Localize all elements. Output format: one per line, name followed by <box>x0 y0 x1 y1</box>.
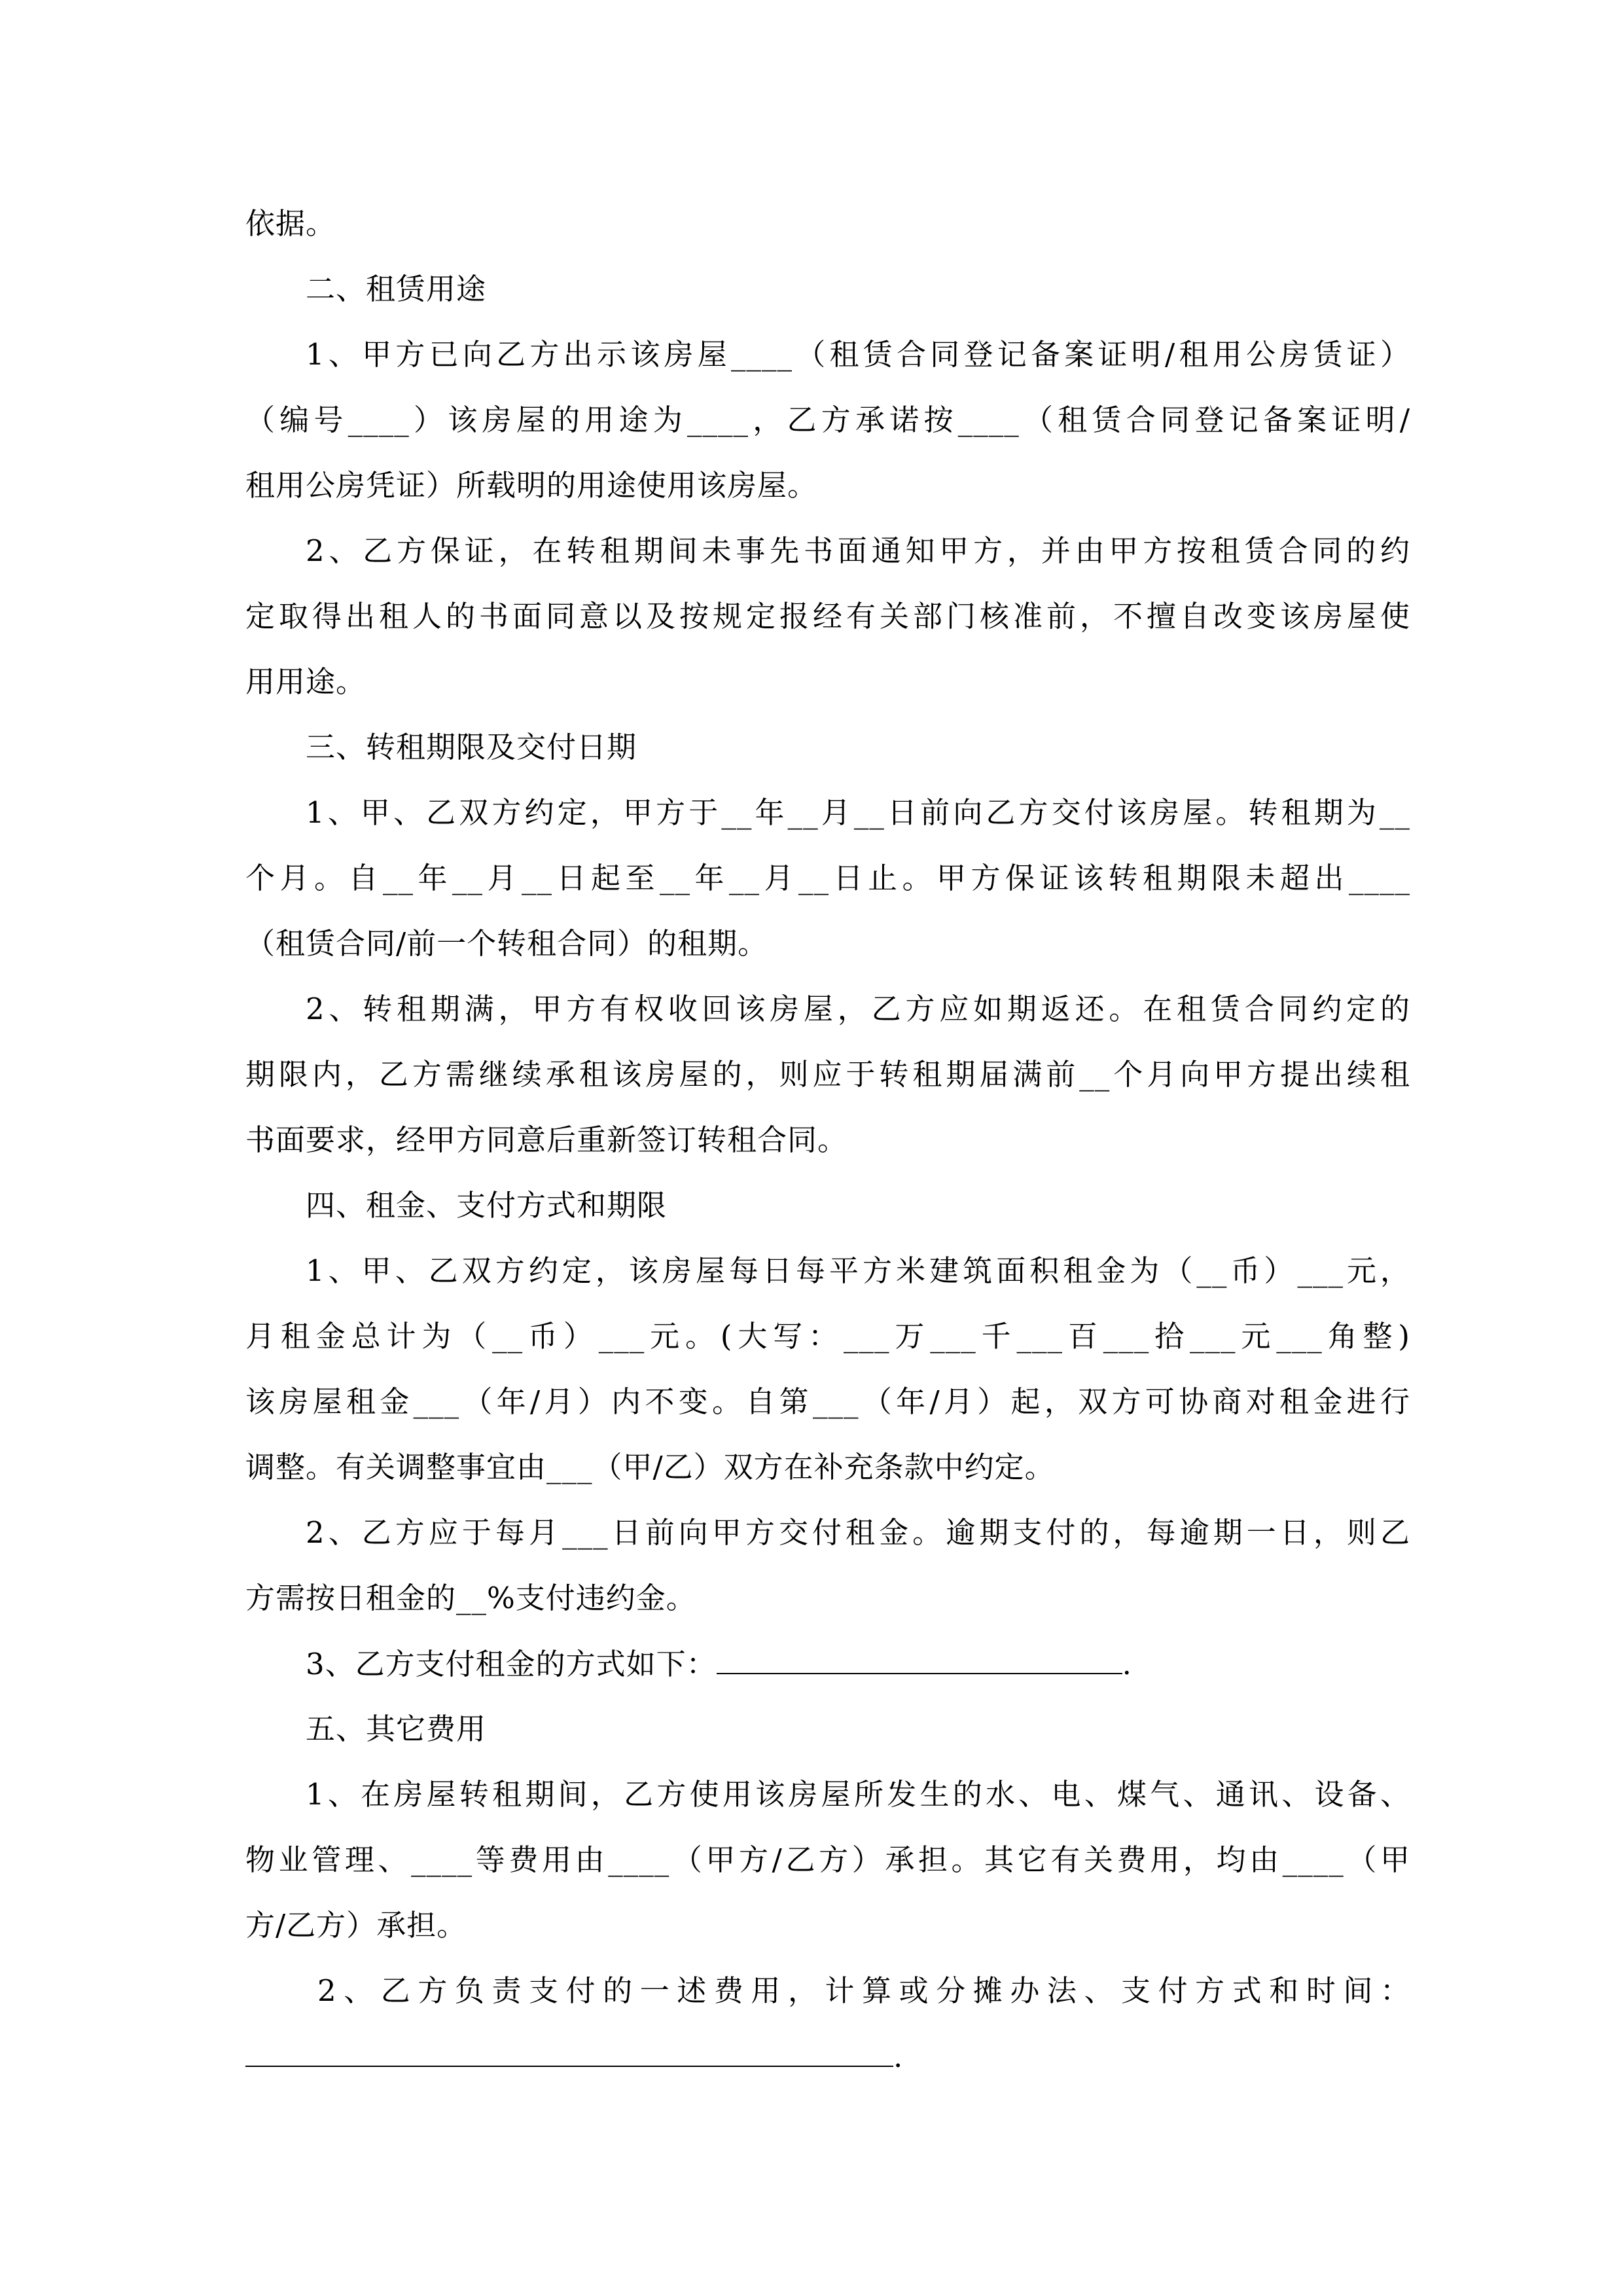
text-line: （租赁合同/前一个转租合同）的租期。 <box>245 926 768 961</box>
text-line <box>245 2037 903 2076</box>
text-line: 1、甲、乙双方约定，该房屋每日每平方米建筑面积租金为（__币）___元， <box>306 1253 1410 1288</box>
text-line: 2、乙方负责支付的一述费用，计算或分摊办法、支付方式和时间： <box>317 1973 1410 2008</box>
section-heading: 五、其它费用 <box>306 1712 487 1746</box>
text-line: 调整。有关调整事宜由___（甲/乙）双方在补充条款中约定。 <box>245 1450 1055 1484</box>
text-line: 期限内，乙方需继续承租该房屋的，则应于转租期届满前__个月向甲方提出续租 <box>245 1057 1410 1092</box>
text-segment: . <box>1122 1647 1132 1681</box>
text-line: 方/乙方）承担。 <box>245 1908 467 1943</box>
text-line: （编号____）该房屋的用途为____，乙方承诺按____（租赁合同登记备案证明/ <box>245 403 1410 437</box>
text-line: 依据。 <box>245 206 336 241</box>
text-line: 定取得出租人的书面同意以及按规定报经有关部门核准前，不擅自改变该房屋使 <box>245 599 1410 634</box>
text-line: 用用途。 <box>245 664 366 699</box>
text-line: 2、转租期满，甲方有权收回该房屋，乙方应如期返还。在租赁合同约定的 <box>306 992 1410 1026</box>
text-line: 租用公房凭证）所载明的用途使用该房屋。 <box>245 468 818 503</box>
text-line: 物业管理、____等费用由____（甲方/乙方）承担。其它有关费用，均由____（甲 <box>245 1842 1410 1877</box>
text-line: 方需按日租金的__%支付违约金。 <box>245 1581 696 1615</box>
text-line: 1、甲方已向乙方出示该房屋____（租赁合同登记备案证明/租用公房赁证） <box>306 337 1410 372</box>
text-line: 月租金总计为（__币）___元。(大写：___万___千___百___拾___元___角整) <box>245 1319 1410 1354</box>
text-line: 1、甲、乙双方约定，甲方于__年__月__日前向乙方交付该房屋。转租期为__ <box>306 795 1410 830</box>
document-page <box>245 0 1410 2296</box>
text-line: 书面要求，经甲方同意后重新签订转租合同。 <box>245 1122 848 1157</box>
fill-in-blank <box>245 2037 893 2067</box>
text-line: 该房屋租金___（年/月）内不变。自第___（年/月）起，双方可协商对租金进行 <box>245 1384 1410 1419</box>
text-line: 1、在房屋转租期间，乙方使用该房屋所发生的水、电、煤气、通讯、设备、 <box>306 1777 1410 1812</box>
text-line: 2、乙方应于每月___日前向甲方交付租金。逾期支付的，每逾期一日，则乙 <box>306 1515 1410 1550</box>
text-segment: 3、乙方支付租金的方式如下： <box>306 1647 717 1681</box>
text-line: 2、乙方保证，在转租期间未事先书面通知甲方，并由甲方按租赁合同的约 <box>306 533 1410 568</box>
text-line <box>306 1644 1132 1683</box>
section-heading: 四、租金、支付方式和期限 <box>306 1188 668 1223</box>
text-segment: . <box>893 2039 904 2074</box>
text-line: 个月。自__年__月__日起至__年__月__日止。甲方保证该转租期限未超出____ <box>245 861 1410 895</box>
section-heading: 二、租赁用途 <box>306 272 487 306</box>
section-heading: 三、转租期限及交付日期 <box>306 730 637 764</box>
fill-in-blank <box>717 1644 1122 1674</box>
